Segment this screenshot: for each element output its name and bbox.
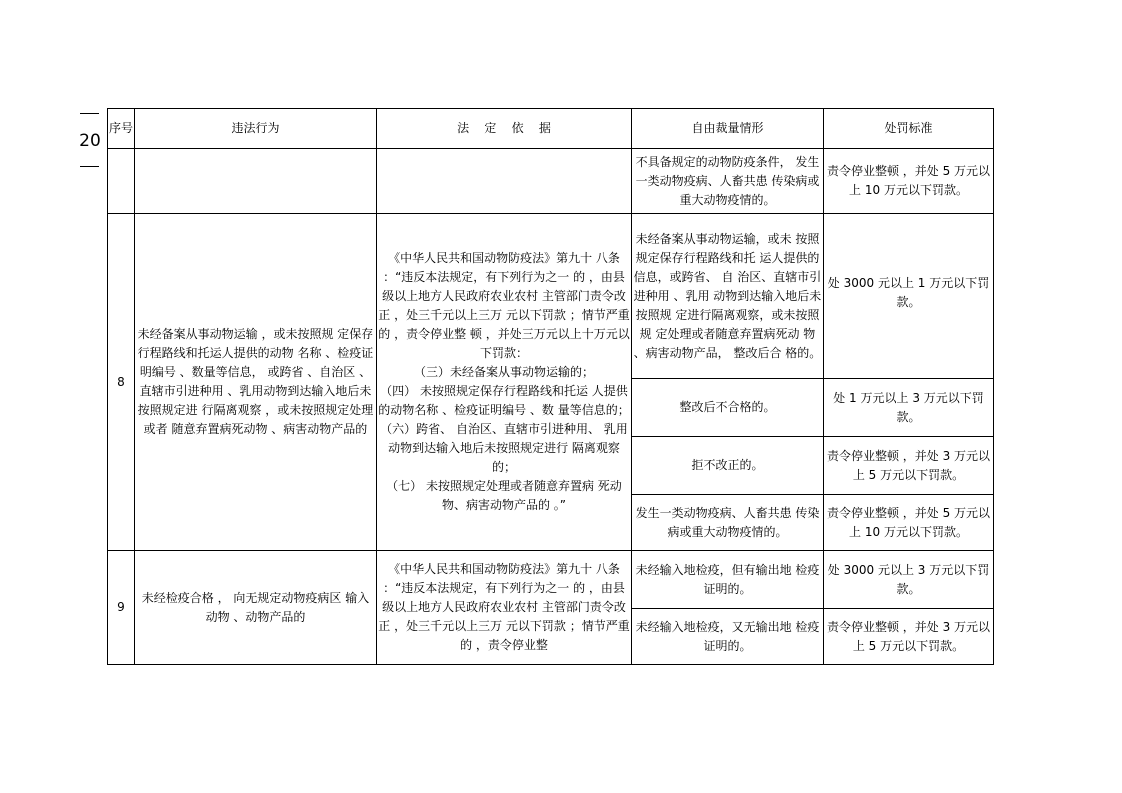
row9-violation: 未经检疫合格 ， 向无规定动物疫病区 输入动物 、动物产品的 <box>135 551 377 665</box>
row8-basis-p5: （七） 未按照规定处理或者随意弃置病 死动物、病害动物产品的 。” <box>386 479 622 512</box>
cont-basis-cell <box>377 149 632 214</box>
header-seq: 序号 <box>108 109 135 149</box>
row8-circumstance-2: 整改后不合格的。 <box>632 379 824 437</box>
row8-standard-1: 处 3000 元以上 1 万元以下罚款。 <box>824 214 994 379</box>
row9-standard-1: 处 3000 元以上 3 万元以下罚款。 <box>824 551 994 609</box>
page-number-rule-bottom <box>80 166 99 167</box>
cont-circumstance-cell: 不具备规定的动物防疫条件， 发生一类动物疫病、人畜共患 传染病或重大动物疫情的。 <box>632 149 824 214</box>
header-row <box>108 109 994 149</box>
cont-seq-cell <box>108 149 135 214</box>
row8-basis-p1: 《中华人民共和国动物防疫法》第九十 八条 ：“违反本法规定，有下列行为之一 的 ，由县级以上地方人民政府农业农村 主管部门责令改正 ，处三千元以上三万 元以下罚款 ；情节严重的 ，责令停业整 顿 ，并处三万元以上十万元以下罚款： <box>378 251 630 360</box>
row9-seq: 9 <box>108 551 135 665</box>
table-row <box>108 214 994 379</box>
header-basis: 法 定 依 据 <box>377 109 632 149</box>
penalty-table <box>107 108 994 665</box>
row8-basis-p3: （四） 未按照规定保存行程路线和托运 人提供的动物名称 、检疫证明编号 、数 量等信息的； <box>378 384 630 417</box>
row8-standard-2: 处 1 万元以上 3 万元以下罚款。 <box>824 379 994 437</box>
row8-circumstance-3: 拒不改正的。 <box>632 437 824 495</box>
cont-violation-cell <box>135 149 377 214</box>
row9-standard-2: 责令停业整顿 ，并处 3 万元以上 5 万元以下罚款。 <box>824 609 994 665</box>
row9-basis: 《中华人民共和国动物防疫法》第九十 八条 ：“违反本法规定，有下列行为之一 的 ，由县级以上地方人民政府农业农村 主管部门责令改正 ，处三千元以上三万 元以下罚款 ；情节严重的 ，责令停业整 <box>377 551 632 665</box>
header-circumstance: 自由裁量情形 <box>632 109 824 149</box>
row8-standard-3: 责令停业整顿 ，并处 3 万元以上 5 万元以下罚款。 <box>824 437 994 495</box>
table-row <box>108 149 994 214</box>
row8-basis-p4: （六）跨省、 自治区、直辖市引进种用、 乳用动物到达输入地后未按照规定进行 隔离观察的； <box>380 422 628 474</box>
header-standard: 处罚标准 <box>824 109 994 149</box>
row8-basis <box>377 214 632 551</box>
row8-seq: 8 <box>108 214 135 551</box>
row8-standard-4: 责令停业整顿 ，并处 5 万元以上 10 万元以下罚款。 <box>824 495 994 551</box>
row8-circumstance-4: 发生一类动物疫病、人畜共患 传染病或重大动物疫情的。 <box>632 495 824 551</box>
row9-circumstance-1: 未经输入地检疫，但有输出地 检疫证明的。 <box>632 551 824 609</box>
header-violation: 违法行为 <box>135 109 377 149</box>
row8-basis-p2: （三）未经备案从事动物运输的； <box>413 365 594 379</box>
cont-standard-cell: 责令停业整顿 ，并处 5 万元以上 10 万元以下罚款。 <box>824 149 994 214</box>
row9-circumstance-2: 未经输入地检疫，又无输出地 检疫证明的。 <box>632 609 824 665</box>
page-number: 20 <box>79 131 101 151</box>
row8-violation: 未经备案从事动物运输 ，或未按照规 定保存行程路线和托运人提供的动物 名称 、检疫证明编号 、数量等信息， 或跨省 、自治区 、直辖市引进种用 、乳用动物到达输入地后未按照规定进 行隔离观察 ，或未按照规定处理或者 随意弃置病死动物 、病害动物产品的 <box>135 214 377 551</box>
table-row <box>108 551 994 609</box>
page-number-rule-top <box>80 113 99 114</box>
row8-circumstance-1: 未经备案从事动物运输，或未 按照规定保存行程路线和托 运人提供的信息，或跨省、 自 治区、直辖市引进种用 、乳用 动物到达输入地后未按照规 定进行隔离观察，或未按照规 定处理或者随意弃置病死动 物 、病害动物产品， 整改后合 格的。 <box>632 214 824 379</box>
